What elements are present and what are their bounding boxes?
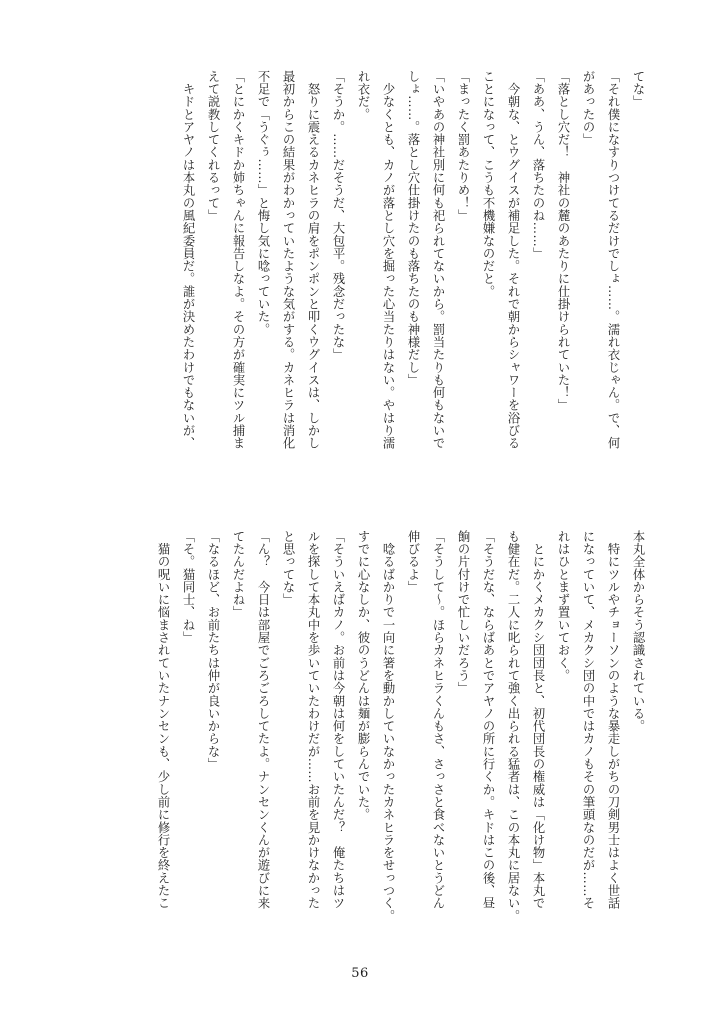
text-line: とにかくメカクシ団団長と、初代団長の権威は「化け物」本丸で [531, 530, 545, 910]
text-line: も健在だ。二人に叱られて強く出られる猛者は、この本丸に居ない。 [506, 530, 520, 923]
text-line: になっていて、メカクシ団の中ではカノもその筆頭なのだが……そ [581, 530, 595, 910]
text-line: 「落とし穴だ！ 神社の麓のあたりに仕掛けられていた！」 [556, 70, 570, 412]
text-line: 怒りに震えるカネヒラの肩をポンポンと叩くウグイスは、しかし [306, 70, 320, 450]
text-line: 「いやあの神社別に何も祀られてないから。罰当たりも何もないで [431, 70, 445, 450]
text-line: すでに心なしか、彼のうどんは麺が膨らんでいた。 [356, 530, 370, 821]
text-line: キドとアヤノは本丸の風紀委員だ。誰が決めたわけでもないが、 [181, 70, 195, 450]
text-line: 「そうだな、ならばあとでアヤノの所に行くか。キドはこの後、昼 [481, 530, 495, 910]
lower-text-block [90, 530, 650, 962]
text-line: れはひとまず置いておく。 [556, 530, 570, 682]
text-line: えて説教してくれるって」 [206, 70, 220, 222]
page-number: 56 [351, 966, 369, 981]
text-line: 「まったく罰あたりめ！」 [456, 70, 470, 222]
text-line: れ衣だ。 [356, 70, 370, 121]
text-line: 今朝な、とウグイスが補足した。それで朝からシャワーを浴びる [506, 70, 520, 450]
text-line: ルを探して本丸中を歩いていたわけだが……お前を見かけなかった [306, 530, 320, 910]
text-line: 最初からこの結果がわかっていたような気がする。カネヒラは消化 [281, 70, 295, 450]
text-line: 「そ。猫同士、ね」 [181, 530, 195, 644]
text-line: と思ってな」 [281, 530, 295, 606]
text-line: 「そうして〜。ほらカネヒラくんもさ、さっさと食べないとうどん [431, 530, 445, 910]
text-line: 特にツルやチョーソンのような暴走しがちの刀剣男士はよく世話 [606, 530, 620, 910]
text-line: 少なくとも、カノが落とし穴を掘った心当たりはない。やはり濡 [381, 70, 395, 450]
text-line: てたんだよね」 [231, 530, 245, 619]
text-line: 「そういえばカノ。お前は今朝は何をしていたんだ？ 俺たちはツ [331, 530, 345, 910]
text-line: 「それ僕になすりつけてるだけでしょ……。濡れ衣じゃん。で、何 [606, 70, 620, 450]
upper-text-block [90, 70, 650, 498]
text-line: 不足で「うぐぅ……」と悔し気に唸っていた。 [256, 70, 270, 336]
text-line: 「なるほど、お前たちは仲が良いからな」 [206, 530, 220, 771]
text-line: 「ん？ 今日は部屋でごろごろしてたよ。ナンセンくんが遊びに来 [256, 530, 270, 910]
text-line: 唸るばかりで一向に箸を動かしていなかったカネヒラをせっつく。 [381, 530, 395, 923]
text-line: ことになって、こうも不機嫌なのだと。 [481, 70, 495, 298]
text-line: 本丸全体からそう認識されている。 [631, 530, 645, 733]
text-line: 伸びるよ」 [406, 530, 420, 594]
text-line: があったの」 [581, 70, 595, 146]
text-line: 「とにかくキドか姉ちゃんに報告しなよ。その方が確実にツル捕ま [231, 70, 245, 450]
text-line: 「そうか。……だそうだ、大包平。残念だったな」 [331, 70, 345, 361]
text-line: てな」 [631, 70, 645, 108]
text-line: 猫の呪いに悩まされていたナンセンも、少し前に修行を終えたこ [156, 530, 170, 910]
text-line: 餉の片付けで忙しいだろう」 [456, 530, 470, 695]
text-line: 「ああ、うん、落ちたのね……」 [531, 70, 545, 260]
text-line: しょ……。落とし穴仕掛けたのも落ちたのも神様だし」 [406, 70, 420, 387]
